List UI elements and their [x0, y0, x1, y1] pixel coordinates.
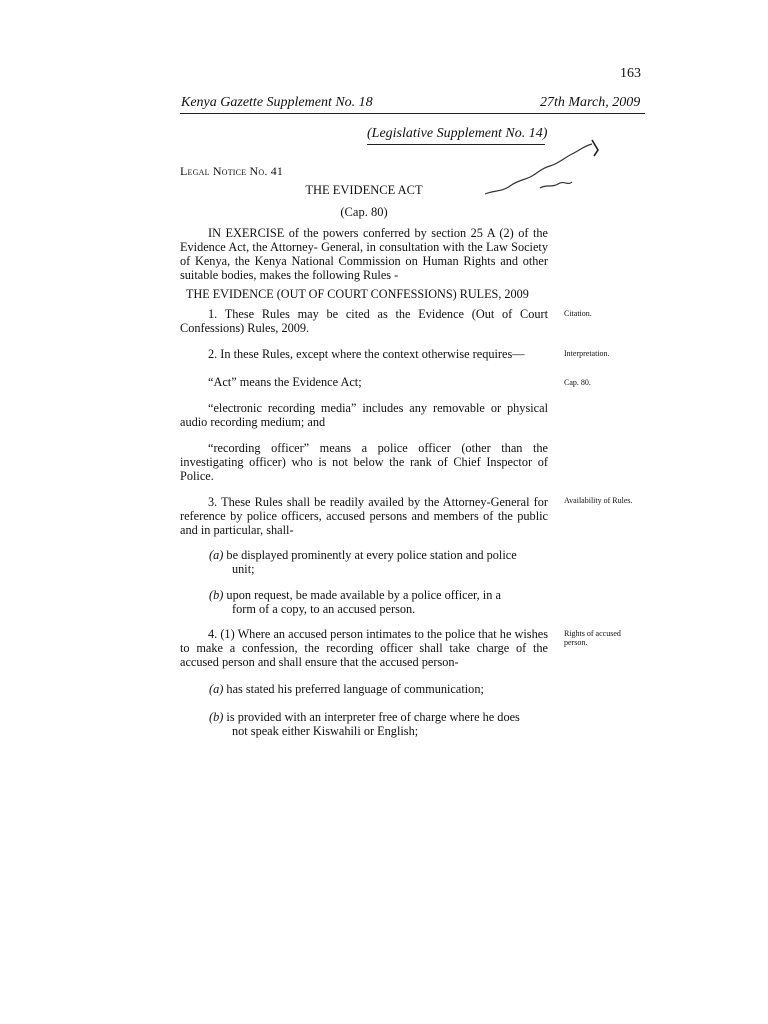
rule-3a-line2: unit; [232, 562, 255, 576]
header-rule [180, 113, 645, 114]
rules-title: THE EVIDENCE (OUT OF COURT CONFESSIONS) RULES, 2009 [186, 287, 529, 301]
rule-3: 3. These Rules shall be readily availed by the Attorney-General for reference by police officers, accused persons and members of the public and in particular, shall- [180, 495, 548, 537]
margin-note-availability: Availability of Rules. [564, 496, 633, 505]
rule-3b [209, 588, 549, 616]
rule-4b-line2: not speak either Kiswahili or English; [232, 724, 419, 738]
rule-3b-label: (b) [209, 588, 224, 602]
legal-notice-number: Legal Notice No. 41 [180, 164, 284, 178]
rule-1: 1. These Rules may be cited as the Evidence (Out of Court Confessions) Rules, 2009. [180, 307, 548, 335]
margin-note-rights: Rights of accused person. [564, 629, 621, 647]
margin-note-citation: Citation. [564, 309, 592, 318]
rule-3a [209, 548, 549, 576]
publication-title: Kenya Gazette Supplement No. 18 [181, 95, 373, 110]
rule-2: 2. In these Rules, except where the context otherwise requires— [208, 347, 525, 361]
rule-4b-line1: is provided with an interpreter free of charge where he does [226, 710, 520, 724]
margin-note-cap80: Cap. 80. [564, 378, 591, 387]
act-chapter: (Cap. 80) [340, 205, 388, 219]
legislative-supplement: (Legislative Supplement No. 14) [367, 126, 548, 141]
definition-electronic-recording-media: “electronic recording media” includes any removable or physical audio recording medium; and [180, 401, 548, 429]
margin-note-interpretation: Interpretation. [564, 349, 610, 358]
rule-3a-label: (a) [209, 548, 224, 562]
act-title: THE EVIDENCE ACT [305, 183, 423, 197]
rule-4a-label: (a) [209, 682, 224, 696]
preamble: IN EXERCISE of the powers conferred by section 25 A (2) of the Evidence Act, the Attorney- General, in consultation with the Law Society of Kenya, the Kenya National Commission on Human Rights and other suitable bodies, makes the following Rules - [180, 226, 548, 282]
rule-4b-label: (b) [209, 710, 224, 724]
rule-4: 4. (1) Where an accused person intimates to the police that he wishes to make a confession, the recording officer shall take charge of the accused person and shall ensure that the accused person- [180, 627, 548, 669]
rule-3b-line2: form of a copy, to an accused person. [232, 602, 416, 616]
definition-act: “Act” means the Evidence Act; [208, 375, 362, 389]
rule-3b-line1: upon request, be made available by a police officer, in a [226, 588, 501, 602]
rule-4a [209, 682, 549, 696]
publication-date: 27th March, 2009 [540, 95, 641, 110]
rule-3a-line1: be displayed prominently at every police station and police [226, 548, 517, 562]
page-number: 163 [620, 66, 641, 81]
definition-recording-officer: “recording officer” means a police officer (other than the investigating officer) who is not below the rank of Chief Inspector of Police. [180, 441, 548, 483]
rule-4a-text: has stated his preferred language of communication; [226, 682, 484, 696]
rule-4b [209, 710, 549, 738]
